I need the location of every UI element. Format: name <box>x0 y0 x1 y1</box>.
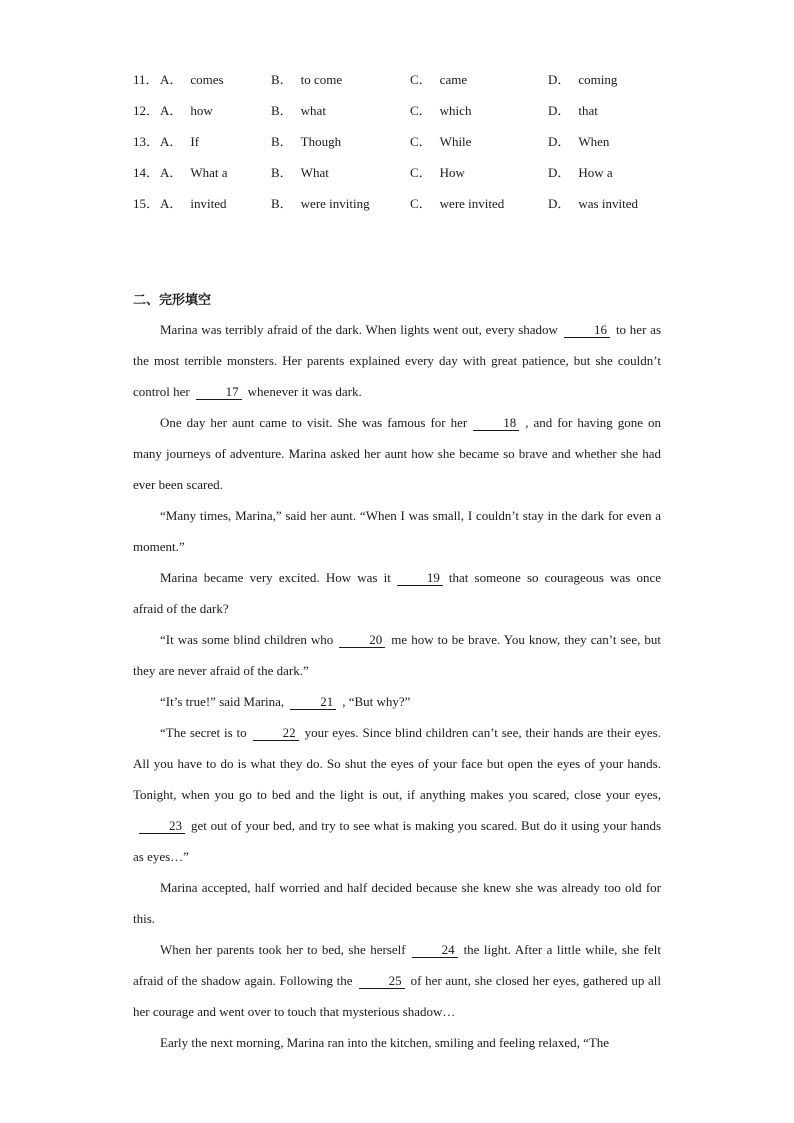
blank-18[interactable]: 18 <box>473 415 519 431</box>
question-14-options <box>133 162 673 182</box>
paragraph: “It was some blind children who 20 me how to be brave. You know, they can’t see, but they are never afraid of the dark.” <box>133 632 661 678</box>
question-number: 14． <box>133 165 160 180</box>
blank-17[interactable]: 17 <box>196 384 242 400</box>
option-c: C． While <box>410 134 472 149</box>
paragraph: “It’s true!” said Marina, 21 , “But why?” <box>160 694 411 709</box>
option-b: B． what <box>271 103 326 118</box>
option-d: D． coming <box>548 72 618 87</box>
option-c: C． came <box>410 72 468 87</box>
option-b: B． What <box>271 165 329 180</box>
paragraph: When her parents took her to bed, she herself 24 the light. After a little while, she felt afraid of the shadow again. Following the 25 of her aunt, she closed her eyes, gathered up all her courage and went over to touch that mysterious shadow… <box>133 942 662 1019</box>
option-b: B． to come <box>271 72 343 87</box>
question-number: 11． <box>133 72 159 87</box>
question-number: 15． <box>133 196 160 211</box>
option-a: A． how <box>160 103 213 118</box>
option-d: D． that <box>548 103 598 118</box>
option-a: A． If <box>160 134 200 149</box>
option-d: D． was invited <box>548 196 638 211</box>
option-c: C． were invited <box>410 196 505 211</box>
blank-25[interactable]: 25 <box>359 973 405 989</box>
option-a: A． invited <box>160 196 227 211</box>
question-11-options <box>133 69 673 89</box>
paragraph: One day her aunt came to visit. She was famous for her 18 , and for having gone on many journeys of adventure. Marina asked her aunt how she became so brave and whether she had ever been scared. <box>133 415 661 492</box>
section-title: 二、完形填空 <box>133 293 212 308</box>
paragraph: “Many times, Marina,” said her aunt. “When I was small, I couldn’t stay in the dark for even a moment.” <box>133 508 661 554</box>
blank-22[interactable]: 22 <box>253 725 299 741</box>
option-d: D． When <box>548 134 610 149</box>
option-a: A． What a <box>160 165 228 180</box>
option-a: A． comes <box>160 72 224 87</box>
paragraph: Marina accepted, half worried and half decided because she knew she was already too old for this. <box>133 880 661 926</box>
option-c: C． How <box>410 165 465 180</box>
blank-23[interactable]: 23 <box>139 818 185 834</box>
option-d: D． How a <box>548 165 613 180</box>
blank-19[interactable]: 19 <box>397 570 443 586</box>
blank-21[interactable]: 21 <box>290 694 336 710</box>
blank-16[interactable]: 16 <box>564 322 610 338</box>
question-number: 13． <box>133 134 160 149</box>
question-15-options <box>133 193 673 213</box>
paragraph: Marina was terribly afraid of the dark. When lights went out, every shadow 16 to her as the most terrible monsters. Her parents explained every day with great patience, but she couldn’t control her 17 whenever it was dark. <box>133 322 661 399</box>
question-13-options <box>133 131 673 151</box>
blank-20[interactable]: 20 <box>339 632 385 648</box>
paragraph: Marina became very excited. How was it 19 that someone so courageous was once afraid of the dark? <box>133 570 661 616</box>
blank-24[interactable]: 24 <box>412 942 458 958</box>
paragraph: Early the next morning, Marina ran into the kitchen, smiling and feeling relaxed, “The <box>160 1035 610 1050</box>
option-b: B． Though <box>271 134 342 149</box>
question-number: 12． <box>133 103 160 118</box>
question-12-options <box>133 100 673 120</box>
cloze-passage <box>133 314 661 1058</box>
option-c: C． which <box>410 103 472 118</box>
paragraph: “The secret is to 22 your eyes. Since blind children can’t see, their hands are their eyes. All you have to do is what they do. So shut the eyes of your face but open the eyes of your hands. Tonight, when you go to bed and the light is out, if anything makes you scared, close your eyes,23 get out of your bed, and try to see what is making you scared. But do it using your hands as eyes…” <box>133 725 661 864</box>
option-b: B． were inviting <box>271 196 370 211</box>
